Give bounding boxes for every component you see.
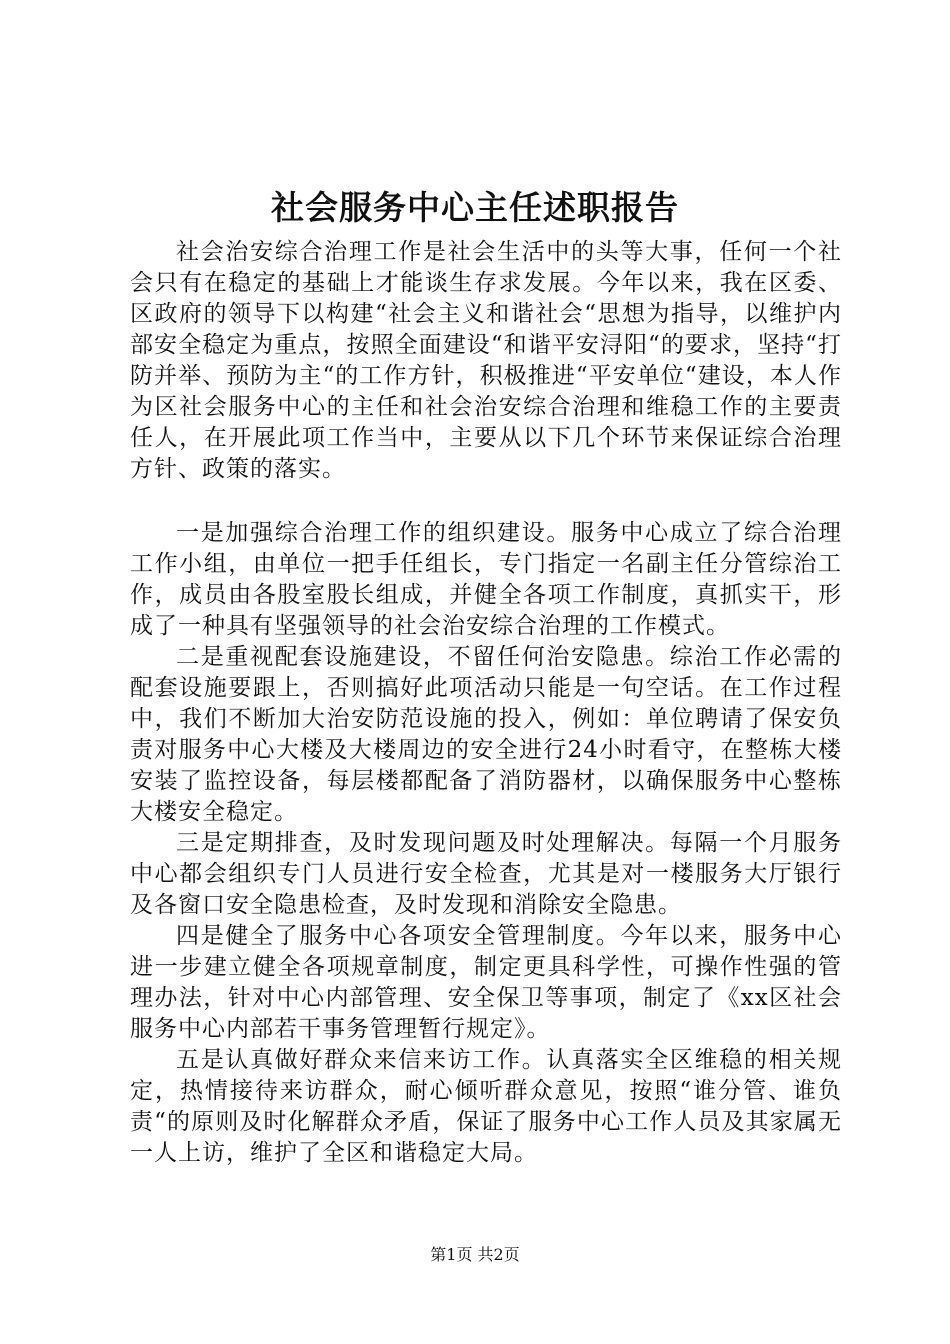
paragraph-gap [130,485,842,518]
paragraph-point-5: 五是认真做好群众来信来访工作。认真落实全区维稳的相关规定，热情接待来访群众，耐心倾听群众意见，按照“谁分管、谁负责“的原则及时化解群众矛盾，保证了服务中心工作人员及其家属无一人上访，维护了全区和谐稳定大局。 [130,1047,842,1166]
paragraph-point-3: 三是定期排查，及时发现问题及时处理解决。每隔一个月服务中心都会组织专门人员进行安全检查，尤其是对一楼服务大厅银行及各窗口安全隐患检查，及时发现和消除安全隐患。 [130,830,842,918]
document-body [130,237,842,1169]
document-title: 社会服务中心主任述职报告 [271,188,679,227]
paragraph-point-4: 四是健全了服务中心各项安全管理制度。今年以来，服务中心进一步建立健全各项规章制度，制定更具科学性，可操作性强的管理办法，针对中心内部管理、安全保卫等事项，制定了《xx区社会服务中心内部若干事务管理暂行规定》。 [130,923,842,1042]
page-number-footer: 第1页 共2页 [430,1245,520,1264]
paragraph-intro: 社会治安综合治理工作是社会生活中的头等大事，任何一个社会只有在稳定的基础上才能谈生存求发展。今年以来，我在区委、区政府的领导下以构建“社会主义和谐社会“思想为指导，以维护内部安全稳定为重点，按照全面建设“和谐平安浔阳“的要求，坚持“打防并举、预防为主“的工作方针，积极推进“平安单位“建设，本人作为区社会服务中心的主任和社会治安综合治理和维稳工作的主要责任人，在开展此项工作当中，主要从以下几个环节来保证综合治理方针、政策的落实。 [130,239,842,482]
paragraph-point-1: 一是加强综合治理工作的组织建设。服务中心成立了综合治理工作小组，由单位一把手任组长，专门指定一名副主任分管综治工作，成员由各股室股长组成，并健全各项工作制度，真抓实干，形成了一种具有坚强领导的社会治安综合治理的工作模式。 [130,520,842,639]
paragraph-point-2: 二是重视配套设施建设，不留任何治安隐患。综治工作必需的配套设施要跟上，否则搞好此项活动只能是一句空话。在工作过程中，我们不断加大治安防范设施的投入，例如：单位聘请了保安负责对服务中心大楼及大楼周边的安全进行24小时看守，在整栋大楼安装了监控设备，每层楼都配备了消防器材，以确保服务中心整栋大楼安全稳定。 [130,644,842,825]
